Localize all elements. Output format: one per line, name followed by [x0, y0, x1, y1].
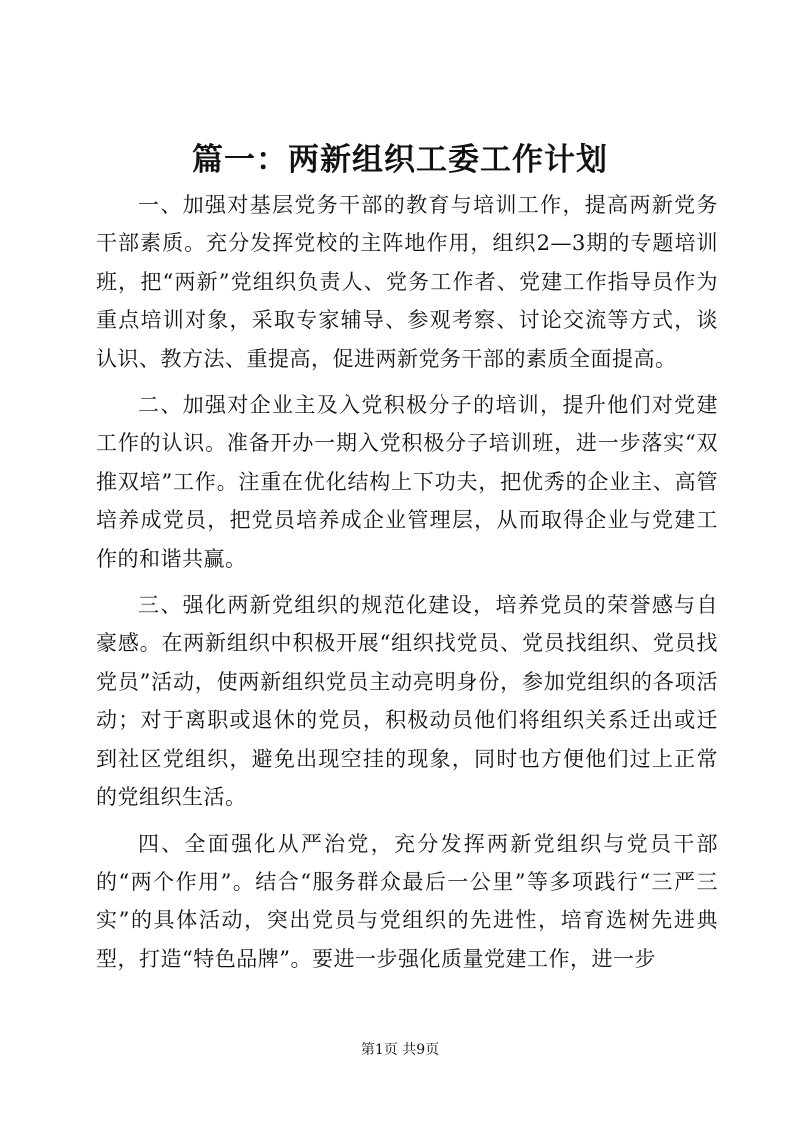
- paragraph-3: 三、强化两新党组织的规范化建设，培养党员的荣誉感与自豪感。在两新组织中积极开展“组织找党员、党员找组织、党员找党员”活动，使两新组织党员主动亮明身份，参加党组织的各项活动；对于离职或退休的党员，积极动员他们将组织关系迁出或迁到社区党组织，避免出现空挂的现象，同时也方便他们过上正常的党组织生活。: [96, 593, 718, 810]
- paragraph-2: 二、加强对企业主及入党积极分子的培训，提升他们对党建工作的认识。准备开办一期入党积极分子培训班，进一步落实“双推双培”工作。注重在优化结构上下功夫，把优秀的企业主、高管培养成党员，把党员培养成企业管理层，从而取得企业与党建工作的和谐共赢。: [96, 393, 718, 571]
- paragraph-4: 四、全面强化从严治党，充分发挥两新党组织与党员干部的“两个作用”。结合“服务群众最后一公里”等多项践行“三严三实”的具体活动，突出党员与党组织的先进性，培育选树先进典型，打造“特色品牌”。要进一步强化质量党建工作，进一步: [96, 831, 718, 971]
- document-body: [96, 186, 718, 978]
- paragraph-1: 一、加强对基层党务干部的教育与培训工作，提高两新党务干部素质。充分发挥党校的主阵地作用，组织2—3期的专题培训班，把“两新”党组织负责人、党务工作者、党建工作指导员作为重点培训对象，采取专家辅导、参观考察、讨论交流等方式，谈认识、教方法、重提高，促进两新党务干部的素质全面提高。: [96, 193, 718, 371]
- page-number-footer: 第1页 共9页: [360, 1042, 440, 1058]
- document-title: 篇一：两新组织工委工作计划: [192, 142, 608, 178]
